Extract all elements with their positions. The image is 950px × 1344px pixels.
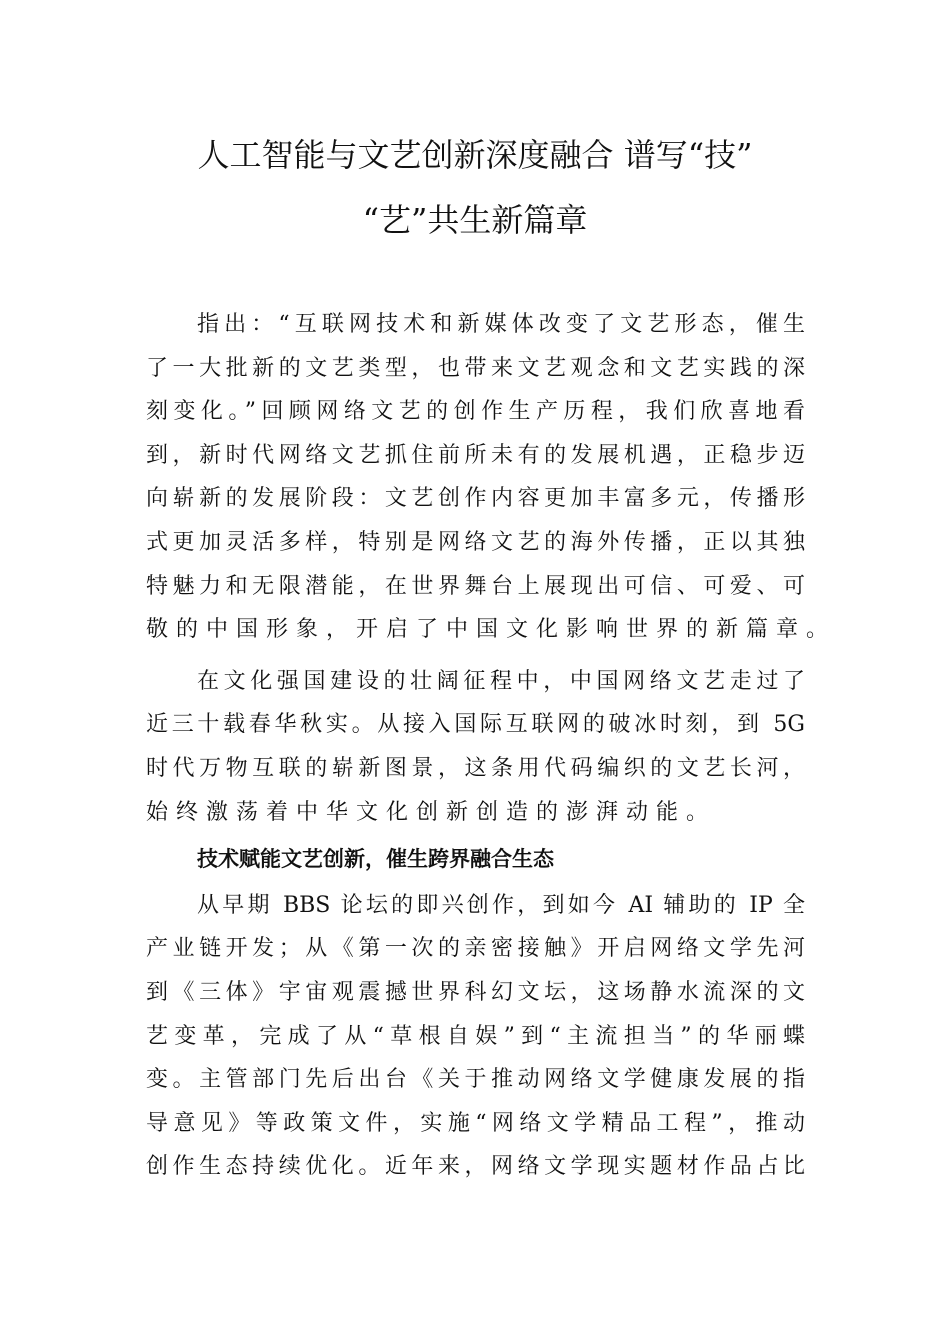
section-heading: 技术赋能文艺创新，催生跨界融合生态	[197, 847, 554, 872]
paragraph-line: 在文化强国建设的壮阔征程中，中国网络文艺走过了	[197, 668, 805, 694]
paragraph-line: 时代万物互联的崭新图景，这条用代码编织的文艺长河，	[146, 756, 805, 781]
paragraph-line: 始终激荡着中华文化创新创造的澎湃动能。	[146, 799, 717, 825]
document-title-line-1: 人工智能与文艺创新深度融合 谱写“技”	[197, 136, 753, 174]
paragraph-line: 刻变化。”回顾网络文艺的创作生产历程，我们欣喜地看	[146, 399, 805, 425]
paragraph-line: 指出：“互联网技术和新媒体改变了文艺形态，催生	[197, 312, 805, 337]
paragraph-line: 到《三体》宇宙观震撼世界科幻文坛，这场静水流深的文	[146, 980, 805, 1005]
paragraph-line: 向崭新的发展阶段：文艺创作内容更加丰富多元，传播形	[146, 486, 805, 512]
paragraph-line: 变。主管部门先后出台《关于推动网络文学健康发展的指	[146, 1067, 805, 1093]
paragraph-line: 敬的中国形象，开启了中国文化影响世界的新篇章。	[146, 617, 837, 643]
paragraph-line: 艺变革，完成了从“草根自娱”到“主流担当”的华丽蝶	[146, 1023, 805, 1049]
paragraph-line: 式更加灵活多样，特别是网络文艺的海外传播，正以其独	[146, 530, 805, 555]
document-title-line-2: “艺”共生新篇章	[362, 201, 588, 239]
paragraph-line: 产业链开发；从《第一次的亲密接触》开启网络文学先河	[146, 936, 805, 962]
paragraph-line: 导意见》等政策文件，实施“网络文学精品工程”，推动	[146, 1110, 805, 1136]
paragraph-line: 特魅力和无限潜能，在世界舞台上展现出可信、可爱、可	[146, 573, 805, 599]
paragraph-line: 到，新时代网络文艺抓住前所未有的发展机遇，正稳步迈	[146, 442, 805, 468]
paragraph-line: 从早期 BBS 论坛的即兴创作，到如今 AI 辅助的 IP 全	[197, 892, 805, 918]
paragraph-line: 近三十载春华秋实。从接入国际互联网的破冰时刻，到 5G	[146, 712, 805, 738]
paragraph-line: 创作生态持续优化。近年来，网络文学现实题材作品占比	[146, 1154, 805, 1180]
paragraph-line: 了一大批新的文艺类型，也带来文艺观念和文艺实践的深	[146, 355, 805, 381]
